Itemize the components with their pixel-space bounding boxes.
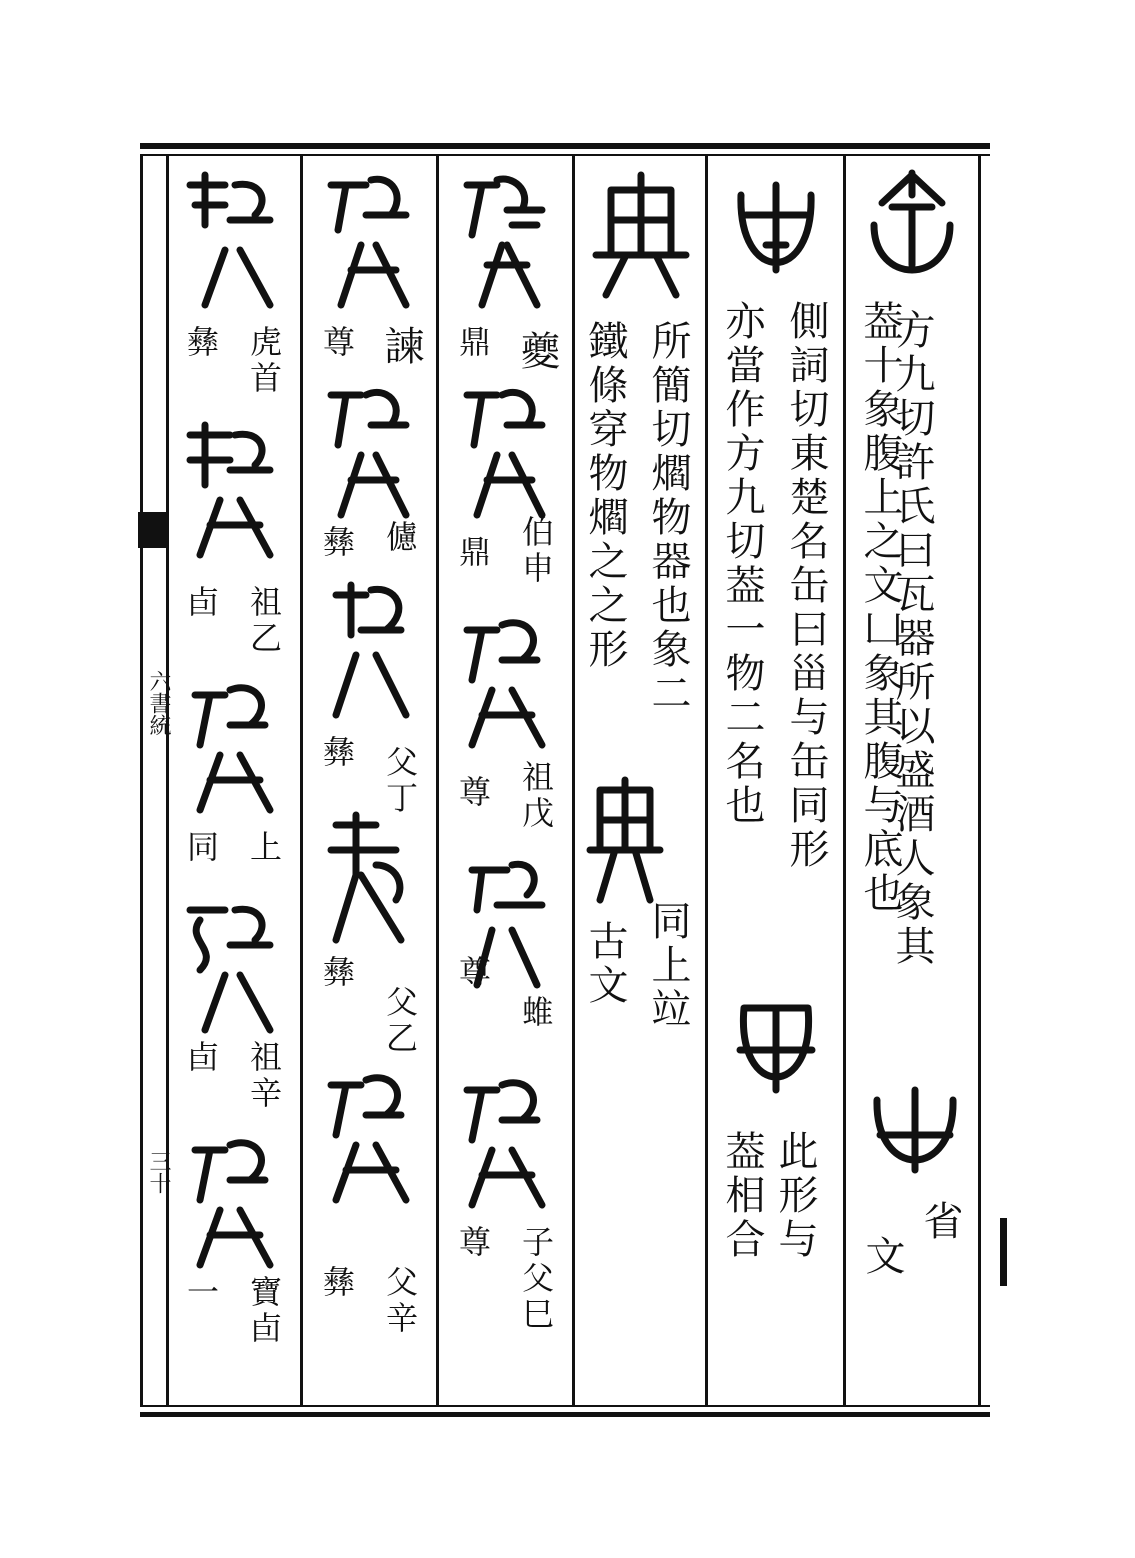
- column-1-c: [855, 1080, 975, 1194]
- column-3: [578, 165, 703, 309]
- column-4-label-7: 尊: [454, 955, 492, 991]
- margin-tab-marker: [138, 512, 168, 548]
- seal-vessel-fou-glyph: [862, 165, 962, 309]
- seal-yi-12-glyph: [180, 415, 280, 569]
- column-5-label-7: 彝: [318, 955, 356, 991]
- column-1-note-bottom: 文: [859, 1235, 905, 1279]
- column-6-label-7: 祖辛: [245, 1040, 283, 1112]
- column-1-text-a: 方九切許氏曰瓦器所以盛酒人象其: [889, 309, 935, 969]
- seal-vessel-grid-glyph: [865, 1080, 965, 1194]
- column-3-text-a: 所簡切爓物器也象二: [645, 320, 691, 716]
- seal-yi-3-glyph: [452, 605, 552, 759]
- seal-yi-7-glyph: [316, 375, 416, 529]
- column-6-label-5: 上: [245, 830, 283, 866]
- column-4-label-8: 子父巳: [517, 1225, 555, 1333]
- seal-yi-1-glyph: [452, 165, 552, 319]
- column-5-label-2: 儢: [381, 520, 419, 556]
- margin-page-number: 三十: [146, 1150, 171, 1194]
- seal-field-vessel-glyph: [726, 990, 826, 1114]
- seal-yi-10-glyph: [316, 1060, 416, 1214]
- seal-yi-6-glyph: [316, 165, 416, 319]
- column-4-label-2: 伯申: [517, 515, 555, 587]
- bottom-border-rule: [140, 1412, 990, 1417]
- column-4-label-9: 尊: [454, 1225, 492, 1261]
- seal-ce-variant-glyph: [585, 770, 665, 914]
- seal-yi-8-glyph: [316, 575, 416, 729]
- column-3-note: 同上竝: [645, 900, 691, 1032]
- column-6-label-4: 卣: [182, 585, 220, 621]
- column-5-label-8: 父辛: [381, 1265, 419, 1337]
- seal-yi-5-glyph: [452, 1065, 552, 1219]
- seal-yi-2-glyph: [452, 375, 552, 529]
- seal-ce-glyph: [586, 165, 696, 309]
- column-3-text-b: 鐵條穿物爓之之形: [582, 320, 628, 672]
- column-5-label-5: 彝: [318, 735, 356, 771]
- seal-yi-13-glyph: [180, 670, 280, 824]
- bottom-border-rule-thin: [140, 1405, 990, 1407]
- column-6-label-10: 一: [182, 1275, 220, 1311]
- column-6: [170, 165, 298, 1405]
- column-5-label-9: 彝: [318, 1265, 356, 1301]
- column-5-text: 諫: [378, 325, 424, 369]
- column-divider: [300, 155, 303, 1405]
- column-divider: [436, 155, 439, 1405]
- seal-yi-9-glyph: [316, 805, 416, 959]
- column-2-note: 此形与: [772, 1130, 818, 1262]
- column-3-note2: 古文: [582, 920, 628, 1008]
- column-4-label-6: 蜼: [517, 995, 555, 1031]
- column-1-text-b: 葢十象腹上之文凵象其腹与底也: [857, 300, 903, 916]
- column-5-label-1: 尊: [318, 325, 356, 361]
- column-divider: [705, 155, 708, 1405]
- column-6-label-1: 虎首: [245, 325, 283, 397]
- column-1-b: [855, 300, 905, 916]
- column-5-label-3: 彝: [318, 525, 356, 561]
- column-2-c: [712, 990, 840, 1114]
- column-4-label-1: 鼎: [454, 325, 492, 361]
- column-4: [442, 165, 570, 1405]
- column-5: [306, 165, 434, 1405]
- column-5-label-4: 父丁: [381, 745, 419, 817]
- column-6-label-6: 同: [182, 830, 220, 866]
- column-1-note-top: 省: [917, 1200, 963, 1244]
- column-divider: [166, 155, 169, 1405]
- seal-yi-11-glyph: [180, 165, 280, 319]
- margin-book-title: 六書統: [146, 670, 171, 736]
- column-6-label-3: 祖乙: [245, 585, 283, 657]
- column-4-text: 夔: [514, 330, 560, 374]
- right-margin-mark: [1000, 1218, 1007, 1286]
- column-2-text-b: 亦當作方九切葢一物二名也: [719, 300, 765, 828]
- seal-yi-14-glyph: [180, 890, 280, 1044]
- column-divider: [843, 155, 846, 1405]
- top-border-rule: [140, 143, 990, 149]
- column-2: [712, 165, 840, 309]
- column-2-note2: 葢相合: [719, 1130, 765, 1262]
- column-6-label-8: 卣: [182, 1040, 220, 1076]
- column-5-label-6: 父乙: [381, 985, 419, 1057]
- column-divider: [572, 155, 575, 1405]
- column-4-label-5: 尊: [454, 775, 492, 811]
- seal-yi-15-glyph: [180, 1125, 280, 1279]
- column-2-text-a: 側詞切東楚名缶曰甾与缶同形: [783, 300, 829, 872]
- left-margin-border: [140, 155, 143, 1405]
- column-6-label-2: 彝: [182, 325, 220, 361]
- column-3-c: [580, 770, 670, 914]
- column-4-label-4: 祖戊: [517, 760, 555, 832]
- column-6-label-9: 寶卣: [245, 1275, 283, 1347]
- column-4-label-3: 鼎: [454, 535, 492, 571]
- right-border: [978, 155, 981, 1405]
- top-border-rule-thin: [140, 154, 990, 156]
- seal-vessel-zhou-glyph: [726, 165, 826, 309]
